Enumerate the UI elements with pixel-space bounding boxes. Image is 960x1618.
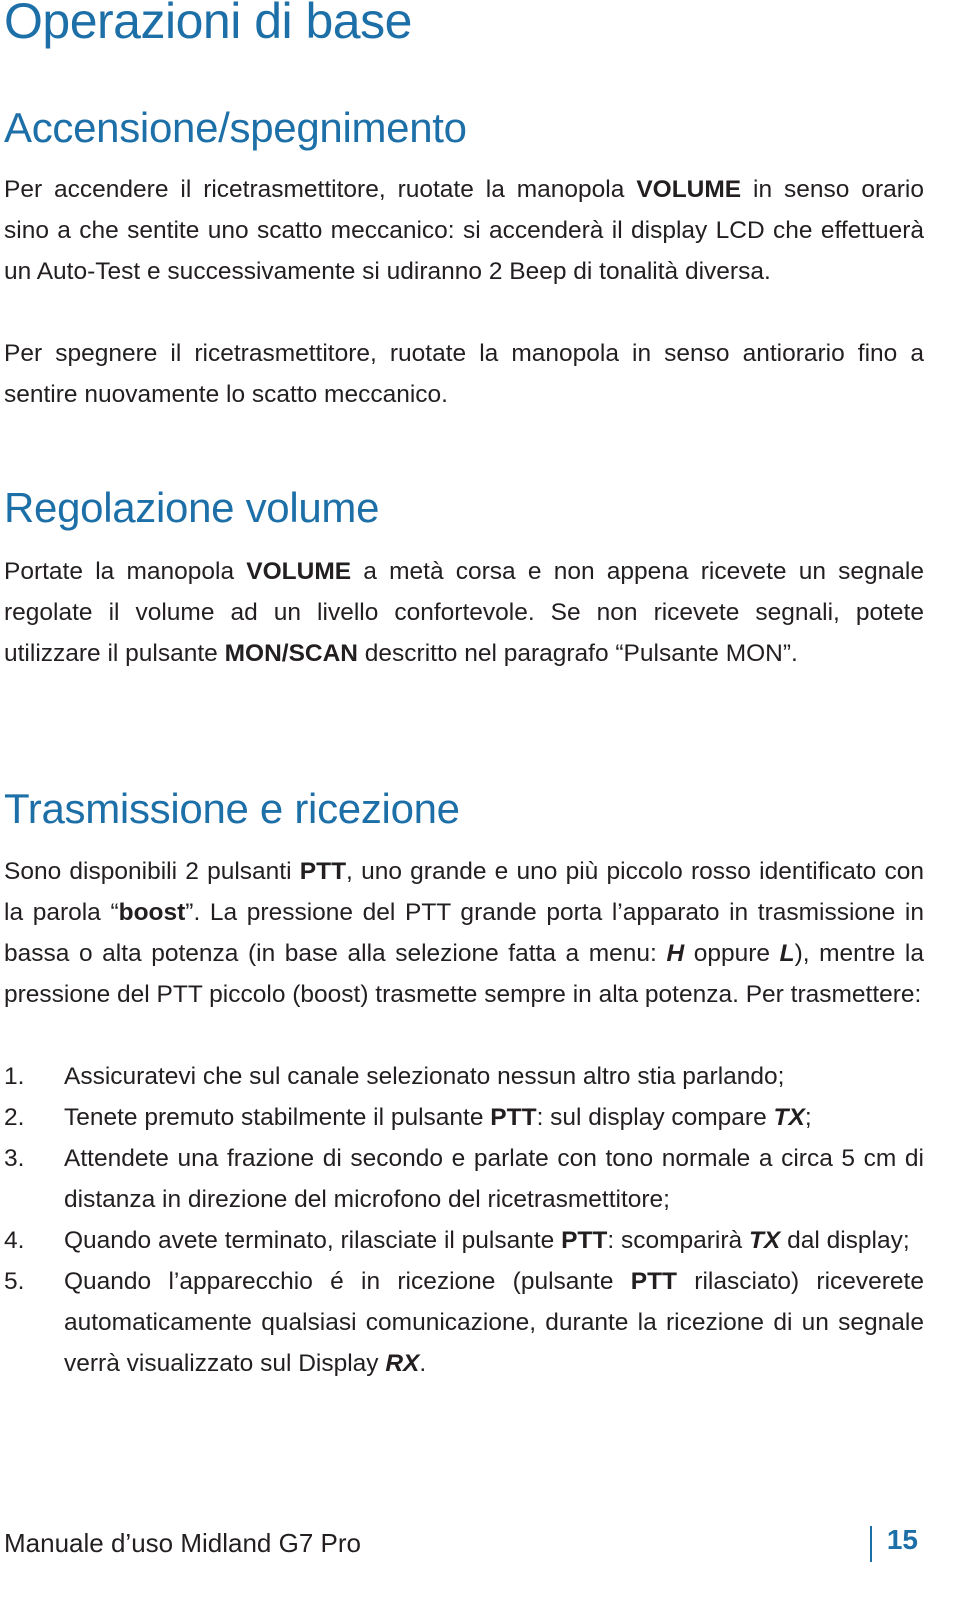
list-item: 2. Tenete premuto stabilmente il pulsante PTT: sul display compare TX; (4, 1104, 812, 1131)
tx-paragraph: Sono disponibili 2 pulsanti PTT, uno grande e uno più piccolo rosso identificato con la parola “boost”. La pressione del PTT grande porta l’apparato in trasmissione in bassa o alta potenza (in base alla selezione fatta a menu: H oppure L), mentre la pressione del PTT piccolo (boost) trasmette sempre in alta potenza. Per trasmettere: (4, 858, 925, 1008)
power-paragraph-2: Per spegnere il ricetrasmettitore, ruotate la manopola in senso antiorario fino a sentire nuovamente lo scatto meccanico. (4, 340, 924, 408)
volume-paragraph: Portate la manopola VOLUME a metà corsa e non appena ricevete un segnale regolate il volume ad un livello confortevole. Se non ricevete segnali, potete utilizzare il pulsante MON/SCAN descritto nel paragrafo “Pulsante MON”. (4, 558, 924, 667)
section-heading-volume: Regolazione volume (4, 484, 380, 531)
page-number: 15 (886, 1524, 918, 1555)
power-paragraph-1: Per accendere il ricetrasmettitore, ruotate la manopola VOLUME in senso orario sino a che sentite uno scatto meccanico: si accenderà il display LCD che effettuerà un Auto-Test e successivamente si udiranno 2 Beep di tonalità diversa. (4, 176, 924, 285)
list-item: 1. Assicuratevi che sul canale selezionato nessun altro stia parlando; (4, 1063, 785, 1090)
section-heading-tx: Trasmissione e ricezione (4, 785, 460, 832)
list-item: 4. Quando avete terminato, rilasciate il pulsante PTT: scomparirà TX dal display; (4, 1227, 910, 1254)
page-title: Operazioni di base (4, 0, 412, 49)
list-item: 5. Quando l’apparecchio é in ricezione (pulsante PTT rilasciato) riceverete automaticamente qualsiasi comunicazione, durante la ricezione di un segnale verrà visualizzato sul Display RX. (4, 1268, 924, 1377)
section-heading-power: Accensione/spegnimento (4, 104, 467, 151)
list-item: 3. Attendete una frazione di secondo e parlate con tono normale a circa 5 cm di distanza in direzione del microfono del ricetrasmettitore; (4, 1145, 924, 1213)
footer-manual-title: Manuale d’uso Midland G7 Pro (4, 1528, 361, 1558)
tx-steps-list (4, 1056, 924, 1384)
footer-divider (870, 1526, 872, 1562)
